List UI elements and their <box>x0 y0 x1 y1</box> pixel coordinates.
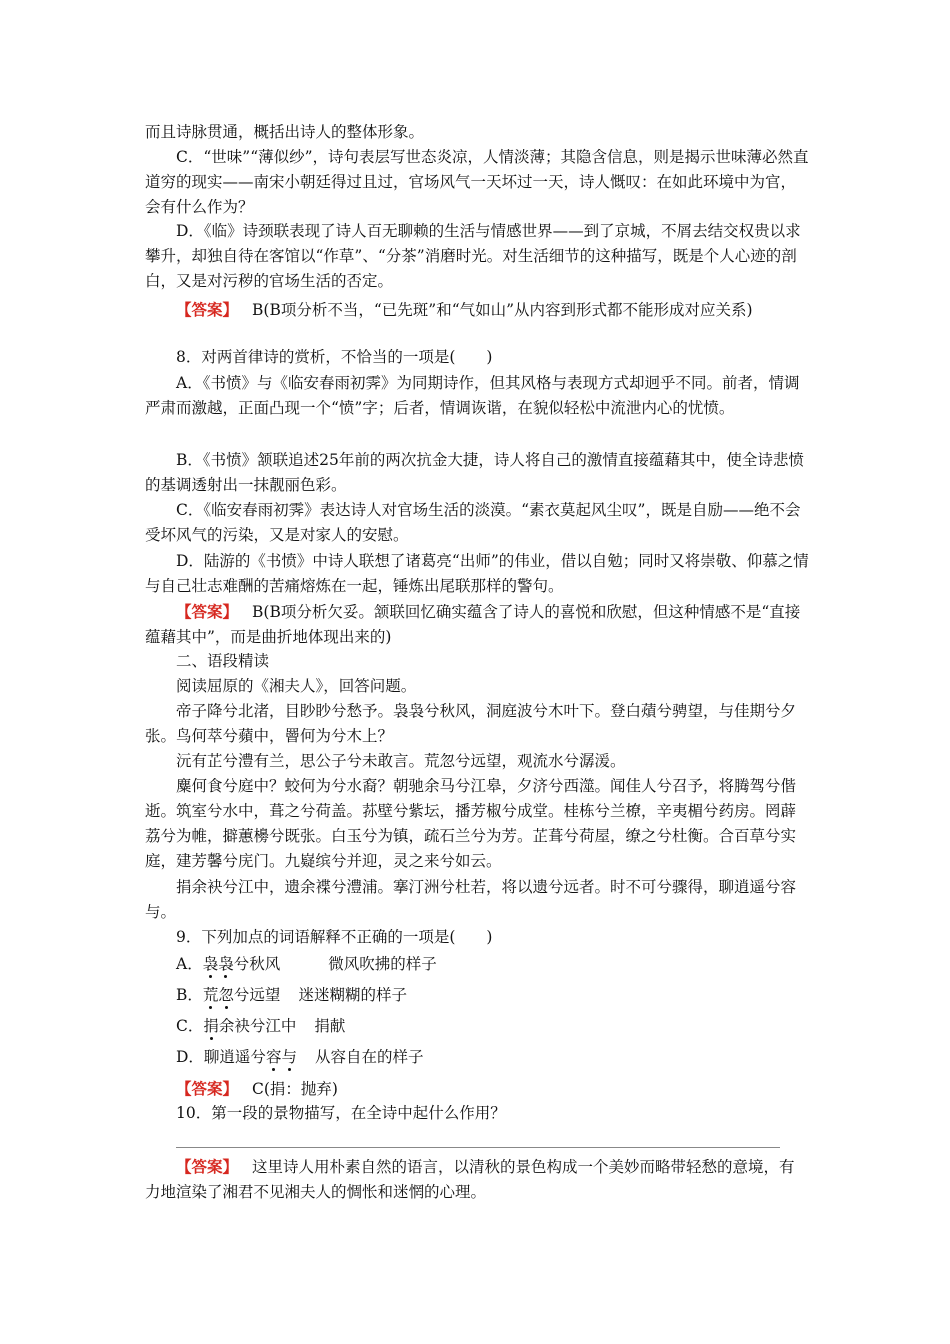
answer-9 <box>145 1076 810 1102</box>
question-8-option-c: C．《临安春雨初霁》表达诗人对官场生活的淡漠。“素衣莫起风尘叹”，既是自励——绝不会受坏风气的污染，又是对家人的安慰。 <box>145 501 801 544</box>
emphasis-char: 荒 <box>202 986 219 1004</box>
answer-divider <box>176 1147 780 1148</box>
poem-paragraph-3: 麋何食兮庭中？蛟何为兮水裔？朝驰余马兮江皋，夕济兮西澨。闻佳人兮召予，将腾驾兮偕逝。筑室兮水中，葺之兮荷盖。荪壁兮紫坛，播芳椒兮成堂。桂栋兮兰橑，辛夷楣兮药房。罔薜荔兮为帷，擗蕙櫋兮既张。白玉兮为镇，疏石兰兮为芳。芷葺兮荷屋，缭之兮杜衡。合百草兮实庭，建芳馨兮庑门。九嶷缤兮并迎，灵之来兮如云。 <box>145 777 797 870</box>
answer-7 <box>145 297 810 323</box>
definition: 微风吹拂的样子 <box>328 955 437 973</box>
emphasis-char: 袅 <box>218 955 234 973</box>
answer-text: 这里诗人用朴素自然的语言，以清秋的景色构成一个美妙而略带轻愁的意境，有力地渲染了湘君不见湘夫人的惆怅和迷惘的心理。 <box>145 1158 795 1201</box>
question-9-option-b: B．荒忽兮远望 迷迷糊糊的样子 <box>176 986 407 1004</box>
poem-paragraph-4: 捐余袂兮江中，遗余褋兮澧浦。搴汀洲兮杜若，将以遗兮远者。时不可兮骤得，聊逍遥兮容与。 <box>145 878 797 921</box>
emphasis-char: 忽 <box>218 986 234 1004</box>
question-8-option-d: D．陆游的《书愤》中诗人联想了诸葛亮“出师”的伟业，借以自勉；同时又将崇敬、仰慕之情与自己壮志难酬的苦痛熔炼在一起，锤炼出尾联那样的警句。 <box>145 552 809 595</box>
emphasis-char: 袅 <box>202 955 219 973</box>
definition: 迷迷糊糊的样子 <box>298 986 407 1004</box>
poem-paragraph-1: 帝子降兮北渚，目眇眇兮愁予。袅袅兮秋风，洞庭波兮木叶下。登白薠兮骋望，与佳期兮夕张。鸟何萃兮蘋中，罾何为兮木上？ <box>145 702 797 745</box>
emphasis-char: 容 <box>265 1048 282 1066</box>
text-line: 而且诗脉贯通，概括出诗人的整体形象。 <box>145 123 425 141</box>
answer-10 <box>145 1154 810 1205</box>
question-9-option-d: D．聊逍遥兮容与 从容自在的样子 <box>176 1048 424 1066</box>
answer-text: B(B项分析不当，“已先斑”和“气如山”从内容到形式都不能形成对应关系) <box>252 301 753 319</box>
question-8-option-a: A．《书愤》与《临安春雨初霁》为同期诗作，但其风格与表现方式却迥乎不同。前者，情调严肃而激越，正面凸现一个“愤”字；后者，情调诙谐，在貌似轻松中流泄内心的忧愤。 <box>145 374 800 417</box>
question-8: 8．对两首律诗的赏析，不恰当的一项是( ) <box>176 348 493 366</box>
answer-8 <box>145 599 810 650</box>
question-8-option-b: B．《书愤》颔联追述25年前的两次抗金大捷，诗人将自己的激情直接蕴藉其中，使全诗悲愤的基调透射出一抹靓丽色彩。 <box>145 451 804 494</box>
question-10: 10．第一段的景物描写，在全诗中起什么作用？ <box>176 1104 506 1122</box>
question-9-option-c: C．捐余袂兮江中 捐献 <box>176 1017 346 1035</box>
option-d-paragraph: D．《临》诗颈联表现了诗人百无聊赖的生活与情感世界——到了京城，不屑去结交权贵以求攀升，却独自待在客馆以“作草”、“分茶”消磨时光。对生活细节的这种描写，既是个人心迹的剖白，又是对污秽的官场生活的否定。 <box>145 222 801 290</box>
section-heading: 二、语段精读 <box>176 652 270 670</box>
reading-intro: 阅读屈原的《湘夫人》，回答问题。 <box>176 677 417 695</box>
definition: 从容自在的样子 <box>314 1048 424 1066</box>
question-9: 9．下列加点的词语解释不正确的一项是( ) <box>176 928 493 946</box>
emphasis-char: 与 <box>281 1048 297 1066</box>
answer-text: C(捐：抛弃) <box>252 1080 338 1098</box>
question-9-option-a: A．袅袅兮秋风 微风吹拂的样子 <box>176 955 437 973</box>
answer-label: 【答案】 <box>176 602 239 621</box>
emphasis-char: 捐 <box>203 1017 219 1035</box>
poem-paragraph-2: 沅有芷兮澧有兰，思公子兮未敢言。荒忽兮远望，观流水兮潺湲。 <box>176 752 626 770</box>
definition: 捐献 <box>314 1017 346 1035</box>
answer-label: 【答案】 <box>176 300 239 319</box>
option-c-paragraph: C．“世味”“薄似纱”，诗句表层写世态炎凉，人情淡薄；其隐含信息，则是揭示世味薄必然直道穷的现实——南宋小朝廷得过且过，官场风气一天坏过一天，诗人慨叹：在如此环境中为官，会有什么作为？ <box>145 148 809 216</box>
answer-label: 【答案】 <box>176 1079 239 1098</box>
answer-label: 【答案】 <box>176 1157 239 1176</box>
answer-text: B(B项分析欠妥。颔联回忆确实蕴含了诗人的喜悦和欣慰，但这种情感不是“直接蕴藉其中”，而是曲折地体现出来的) <box>145 603 801 646</box>
